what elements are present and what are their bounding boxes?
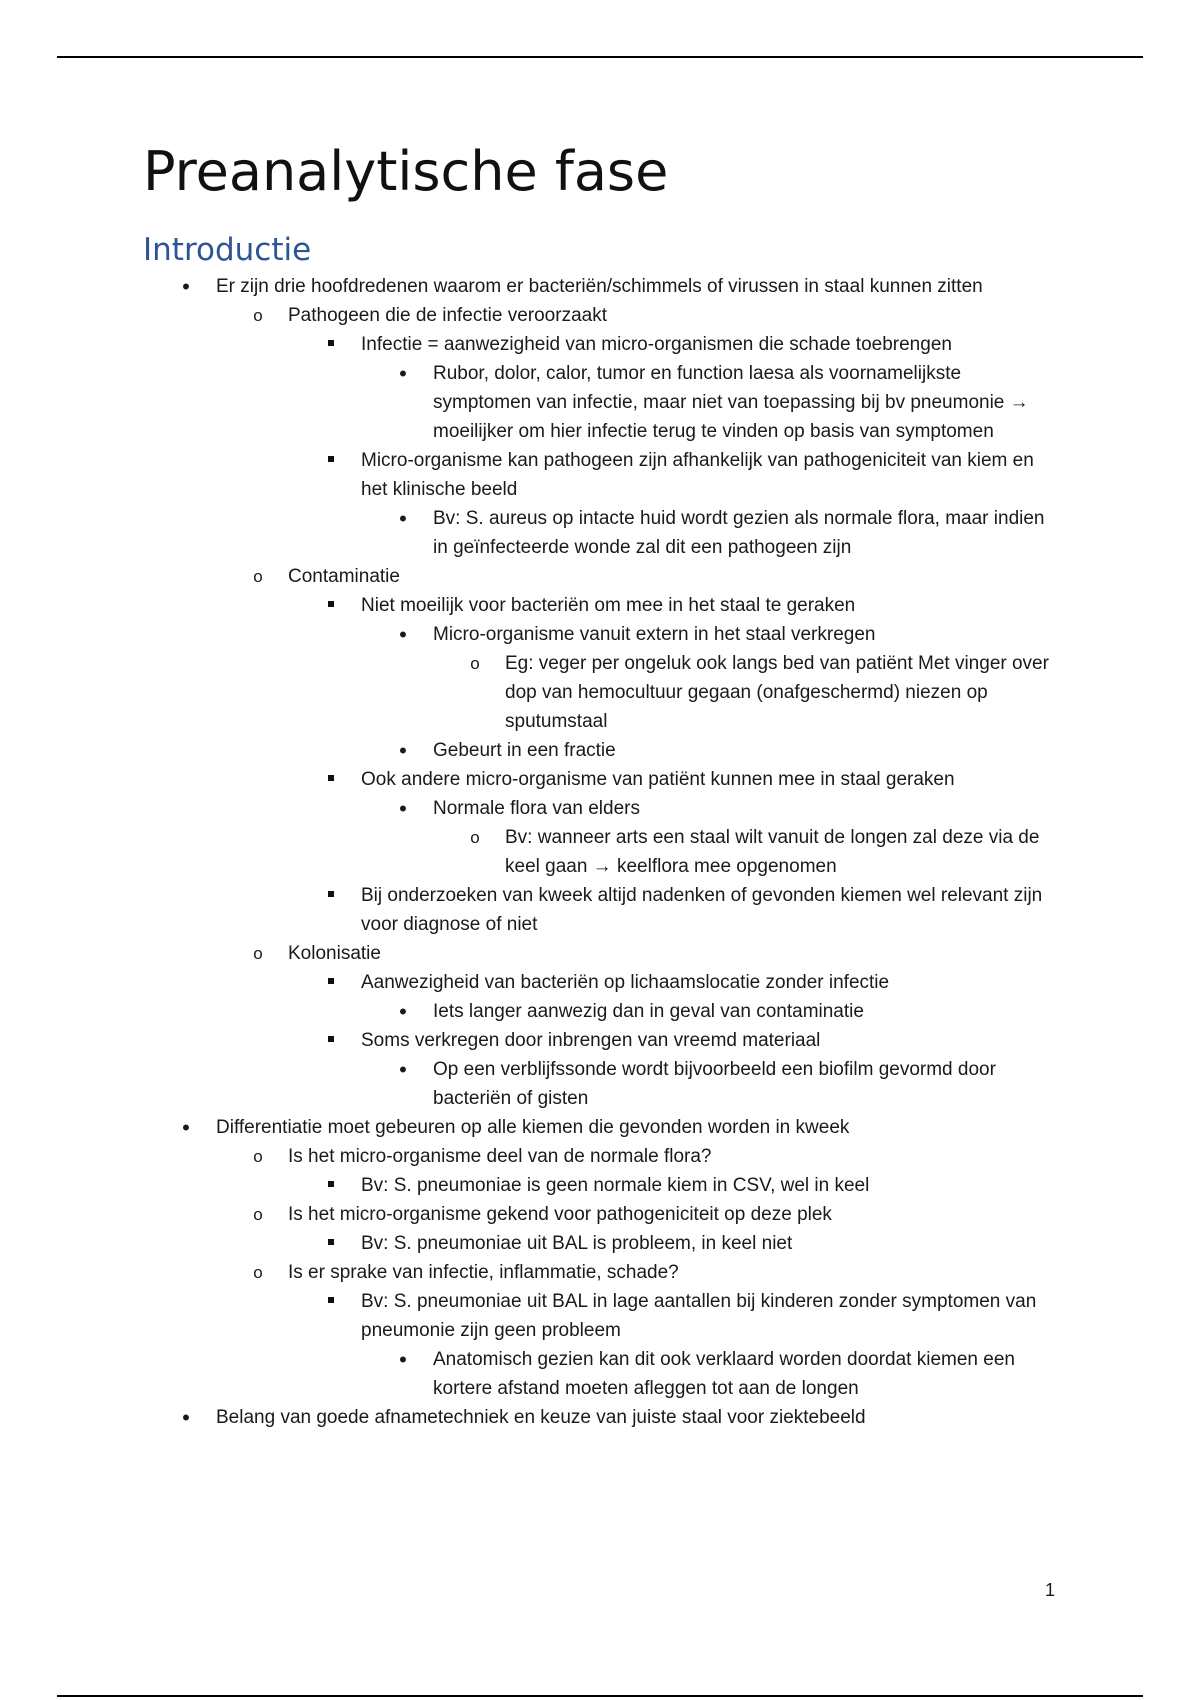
- page-title: Preanalytische fase: [143, 140, 669, 203]
- bullet-icon: [321, 881, 341, 910]
- bullet-icon: [465, 649, 485, 678]
- list-item: [288, 1142, 1076, 1171]
- list-item: [361, 1026, 1061, 1055]
- bullet-icon: [393, 997, 413, 1028]
- list-item-text: Micro-organisme kan pathogeen zijn afhankelijk van pathogeniciteit van kiem en het klinische beeld: [361, 450, 1034, 500]
- bullet-icon: [248, 1200, 268, 1229]
- list-item: [433, 997, 1053, 1026]
- bullet-icon: [465, 823, 485, 852]
- list-item: [361, 968, 1061, 997]
- list-item-text: Normale flora van elders: [433, 798, 640, 819]
- list-item-text: Ook andere micro-organisme van patiënt kunnen mee in staal geraken: [361, 769, 955, 790]
- list-item-text: Bv: wanneer arts een staal wilt vanuit de longen zal deze via de keel gaan → keelflora mee opgenomen: [505, 827, 1040, 877]
- bullet-icon: [321, 1287, 341, 1316]
- list-item: [288, 301, 1076, 330]
- bullet-icon: [321, 591, 341, 620]
- list-item-text: Bij onderzoeken van kweek altijd nadenken of gevonden kiemen wel relevant zijn voor diagnose of niet: [361, 885, 1043, 935]
- bullet-icon: [248, 1142, 268, 1171]
- bullet-icon: [176, 272, 196, 303]
- page-number: 1: [1045, 1580, 1056, 1600]
- list-item-text: Iets langer aanwezig dan in geval van contaminatie: [433, 1001, 864, 1022]
- list-item-text: Soms verkregen door inbrengen van vreemd materiaal: [361, 1030, 821, 1051]
- header-rule: [57, 56, 1143, 58]
- bullet-icon: [321, 1171, 341, 1200]
- bullet-icon: [248, 1258, 268, 1287]
- list-item-text: Bv: S. pneumoniae is geen normale kiem in CSV, wel in keel: [361, 1175, 870, 1196]
- list-item-text: Pathogeen die de infectie veroorzaakt: [288, 305, 607, 326]
- bullet-icon: [176, 1113, 196, 1144]
- list-item: [288, 939, 1076, 968]
- list-item: [433, 794, 1053, 823]
- list-item: [361, 591, 1061, 620]
- list-item-text: Anatomisch gezien kan dit ook verklaard worden doordat kiemen een kortere afstand moeten afleggen tot aan de longen: [433, 1349, 1015, 1399]
- bullet-icon: [321, 1229, 341, 1258]
- bullet-icon: [393, 1055, 413, 1086]
- list-item: [361, 765, 1061, 794]
- list-item-text: Gebeurt in een fractie: [433, 740, 616, 761]
- list-item: [433, 359, 1053, 446]
- bullet-icon: [321, 968, 341, 997]
- bullet-icon: [248, 562, 268, 591]
- list-item-text: Bv: S. pneumoniae uit BAL in lage aantallen bij kinderen zonder symptomen van pneumonie zijn geen probleem: [361, 1291, 1037, 1341]
- bullet-icon: [248, 939, 268, 968]
- list-item: [361, 881, 1061, 939]
- list-item-text: Micro-organisme vanuit extern in het staal verkregen: [433, 624, 876, 645]
- list-item: [288, 562, 1076, 591]
- list-item: [505, 823, 1055, 881]
- list-item: [216, 1113, 1076, 1142]
- list-item-text: Is het micro-organisme gekend voor pathogeniciteit op deze plek: [288, 1204, 832, 1225]
- list-item: [288, 1258, 1076, 1287]
- list-item: [433, 620, 1053, 649]
- list-item: [361, 1171, 1061, 1200]
- list-item-text: Bv: S. pneumoniae uit BAL is probleem, in keel niet: [361, 1233, 793, 1254]
- list-item-text: Contaminatie: [288, 566, 400, 587]
- list-item-text: Is het micro-organisme deel van de normale flora?: [288, 1146, 712, 1167]
- list-item: [433, 736, 1053, 765]
- list-item-text: Rubor, dolor, calor, tumor en function laesa als voornamelijkste symptomen van infectie, maar niet van toepassing bij bv pneumonie → moeilijker om hier infectie terug te vinden op basis van symptomen: [433, 363, 1029, 442]
- bullet-list: [0, 272, 1200, 1432]
- bullet-icon: [393, 736, 413, 767]
- list-item-text: Er zijn drie hoofdredenen waarom er bacteriën/schimmels of virussen in staal kunnen zitten: [216, 276, 983, 297]
- list-item: [433, 1345, 1053, 1403]
- footer-rule: [57, 1695, 1143, 1697]
- list-item-text: Differentiatie moet gebeuren op alle kiemen die gevonden worden in kweek: [216, 1117, 850, 1138]
- list-item-text: Bv: S. aureus op intacte huid wordt gezien als normale flora, maar indien in geïnfecteerde wonde zal dit een pathogeen zijn: [433, 508, 1045, 558]
- list-item: [433, 1055, 1053, 1113]
- list-item: [361, 1287, 1061, 1345]
- list-item: [288, 1200, 1076, 1229]
- bullet-icon: [393, 620, 413, 651]
- list-item-text: Eg: veger per ongeluk ook langs bed van patiënt Met vinger over dop van hemocultuur gegaan (onafgeschermd) niezen op sputumstaal: [505, 653, 1049, 732]
- list-item: [361, 330, 1061, 359]
- list-item: [361, 446, 1061, 504]
- list-item-text: Kolonisatie: [288, 943, 381, 964]
- section-heading: Introductie: [143, 232, 312, 268]
- list-item-text: Niet moeilijk voor bacteriën om mee in het staal te geraken: [361, 595, 856, 616]
- bullet-icon: [321, 330, 341, 359]
- bullet-icon: [393, 504, 413, 535]
- list-item-text: Infectie = aanwezigheid van micro-organismen die schade toebrengen: [361, 334, 952, 355]
- list-item-text: Belang van goede afnametechniek en keuze van juiste staal voor ziektebeeld: [216, 1407, 866, 1428]
- bullet-icon: [321, 446, 341, 475]
- bullet-icon: [393, 1345, 413, 1376]
- list-item-text: Op een verblijfssonde wordt bijvoorbeeld een biofilm gevormd door bacteriën of gisten: [433, 1059, 996, 1109]
- bullet-icon: [393, 794, 413, 825]
- bullet-icon: [176, 1403, 196, 1434]
- bullet-icon: [321, 1026, 341, 1055]
- list-item: [216, 1403, 1076, 1432]
- list-item-text: Is er sprake van infectie, inflammatie, schade?: [288, 1262, 679, 1283]
- bullet-icon: [321, 765, 341, 794]
- bullet-icon: [248, 301, 268, 330]
- bullet-icon: [393, 359, 413, 390]
- list-item: [361, 1229, 1061, 1258]
- list-item: [433, 504, 1053, 562]
- list-item: [505, 649, 1055, 736]
- list-item-text: Aanwezigheid van bacteriën op lichaamslocatie zonder infectie: [361, 972, 890, 993]
- list-item: [216, 272, 1076, 301]
